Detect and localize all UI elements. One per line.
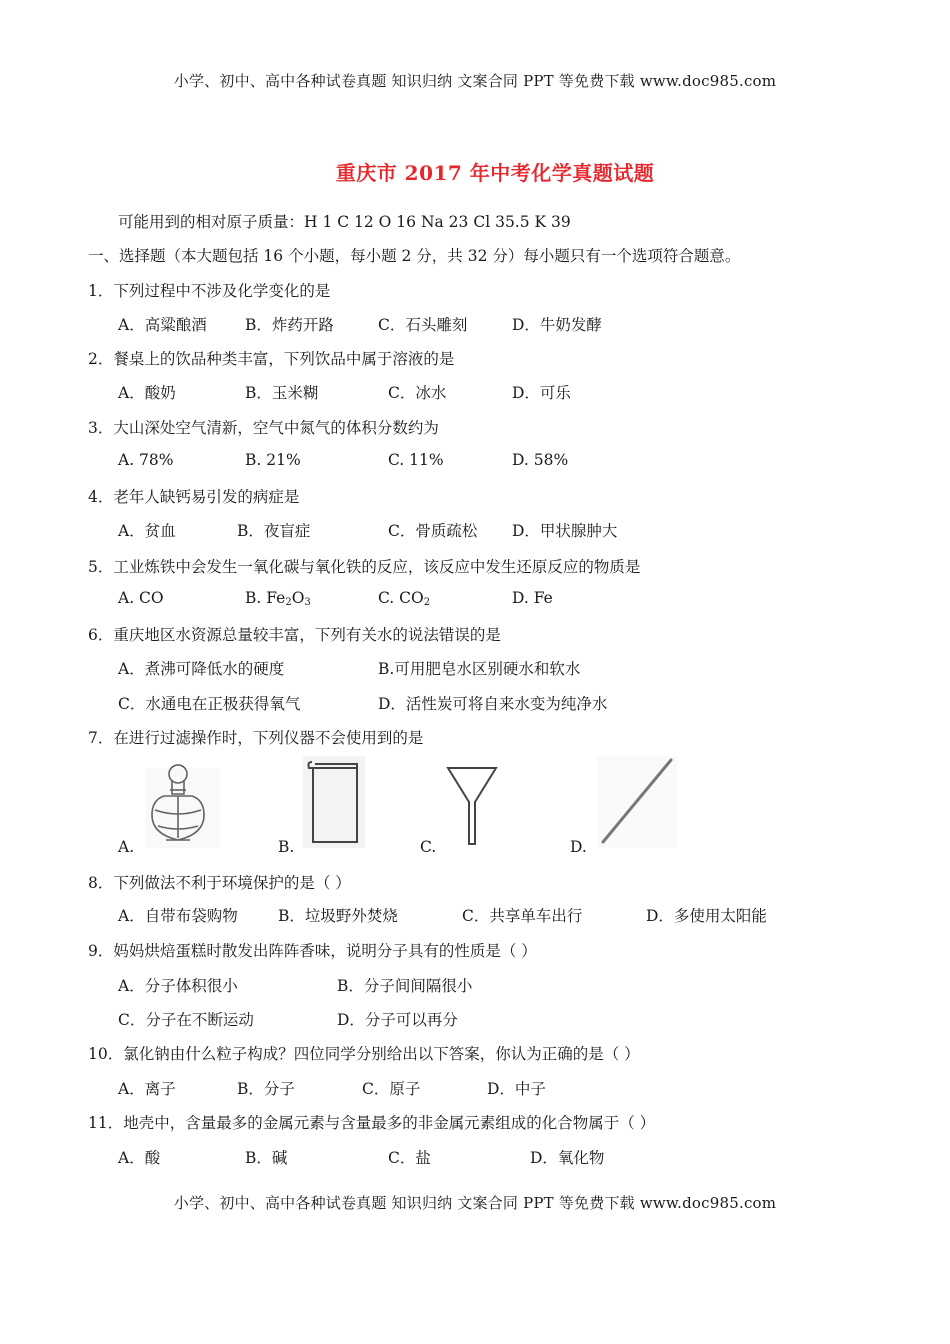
q11-option-a: A．酸 bbox=[118, 1149, 161, 1167]
question-3: 3．大山深处空气清新，空气中氮气的体积分数约为 bbox=[88, 419, 439, 437]
q6-option-d: D．活性炭可将自来水变为纯净水 bbox=[378, 695, 608, 713]
q3-option-c: C. 11% bbox=[388, 451, 444, 469]
q8-option-b: B．垃圾野外焚烧 bbox=[278, 907, 398, 925]
q5-option-b bbox=[245, 589, 311, 608]
q5-option-d: D. Fe bbox=[512, 589, 553, 607]
q5-b-pre: B. Fe bbox=[245, 589, 286, 607]
q6-option-a: A．煮沸可降低水的硬度 bbox=[118, 660, 285, 678]
q9-option-a: A．分子体积很小 bbox=[118, 977, 238, 995]
q2-option-b: B．玉米糊 bbox=[245, 384, 319, 402]
q6-option-b: B.可用肥皂水区别硬水和软水 bbox=[378, 660, 581, 678]
q8-option-d: D．多使用太阳能 bbox=[646, 907, 767, 925]
q4-option-a: A．贫血 bbox=[118, 522, 176, 540]
q3-option-b: B. 21% bbox=[245, 451, 301, 469]
q9-option-d: D．分子可以再分 bbox=[337, 1011, 458, 1029]
q7-option-c: C. bbox=[420, 838, 437, 856]
q1-option-a: A．高粱酿酒 bbox=[118, 316, 207, 334]
q10-option-b: B．分子 bbox=[237, 1080, 295, 1098]
q8-option-a: A．自带布袋购物 bbox=[118, 907, 238, 925]
q4-option-b: B．夜盲症 bbox=[237, 522, 311, 540]
page-title: 重庆市 2017 年中考化学真题试题 bbox=[335, 161, 655, 185]
question-9: 9．妈妈烘焙蛋糕时散发出阵阵香味，说明分子具有的性质是（ ） bbox=[88, 942, 537, 960]
funnel-image bbox=[446, 764, 498, 846]
q1-option-b: B．炸药开路 bbox=[245, 316, 334, 334]
q10-option-a: A．离子 bbox=[118, 1080, 176, 1098]
q5-option-a: A. CO bbox=[118, 589, 164, 607]
q4-option-c: C．骨质疏松 bbox=[388, 522, 478, 540]
q9-option-b: B．分子间间隔很小 bbox=[337, 977, 473, 995]
q10-option-c: C．原子 bbox=[362, 1080, 421, 1098]
q5-b-sub1: 2 bbox=[285, 597, 292, 608]
page-header: 小学、初中、高中各种试卷真题 知识归纳 文案合同 PPT 等免费下载 www.doc985.com bbox=[173, 72, 777, 90]
q9-option-c: C．分子在不断运动 bbox=[118, 1011, 254, 1029]
page-footer: 小学、初中、高中各种试卷真题 知识归纳 文案合同 PPT 等免费下载 www.doc985.com bbox=[173, 1194, 777, 1212]
q5-c-sub1: 2 bbox=[423, 597, 431, 608]
question-10: 10．氯化钠由什么粒子构成？四位同学分别给出以下答案，你认为正确的是（ ） bbox=[88, 1045, 640, 1063]
beaker-image bbox=[303, 756, 365, 848]
q2-option-c: C．冰水 bbox=[388, 384, 447, 402]
q5-option-c bbox=[378, 589, 430, 608]
question-5: 5．工业炼铁中会发生一氧化碳与氧化铁的反应，该反应中发生还原反应的物质是 bbox=[88, 558, 641, 576]
question-4: 4．老年人缺钙易引发的病症是 bbox=[88, 488, 300, 506]
atomic-mass-line: 可能用到的相对原子质量：H 1 C 12 O 16 Na 23 Cl 35.5 K 39 bbox=[118, 213, 571, 231]
q7-option-b: B. bbox=[278, 838, 295, 856]
q11-option-c: C．盐 bbox=[388, 1149, 431, 1167]
q1-option-d: D．牛奶发酵 bbox=[512, 316, 602, 334]
question-1: 1．下列过程中不涉及化学变化的是 bbox=[88, 282, 331, 300]
q1-option-c: C．石头雕刻 bbox=[378, 316, 468, 334]
q7-option-a: A. bbox=[118, 838, 135, 856]
question-11: 11．地壳中，含量最多的金属元素与含量最多的非金属元素组成的化合物属于（ ） bbox=[88, 1114, 656, 1132]
alcohol-lamp-image bbox=[142, 760, 222, 850]
question-7: 7．在进行过滤操作时，下列仪器不会使用到的是 bbox=[88, 729, 424, 747]
section-heading: 一、选择题（本大题包括 16 个小题，每小题 2 分，共 32 分）每小题只有一个选项符合题意。 bbox=[88, 247, 741, 265]
q7-option-d: D. bbox=[570, 838, 587, 856]
question-8: 8．下列做法不利于环境保护的是（ ） bbox=[88, 874, 351, 892]
q5-b-sub2: 3 bbox=[304, 597, 311, 608]
q8-option-c: C．共享单车出行 bbox=[462, 907, 583, 925]
q5-b-mid: O bbox=[291, 589, 305, 607]
q11-option-b: B．碱 bbox=[245, 1149, 288, 1167]
q6-option-c: C．水通电在正极获得氧气 bbox=[118, 695, 301, 713]
glass-rod-image bbox=[597, 756, 677, 848]
q2-option-d: D．可乐 bbox=[512, 384, 571, 402]
question-6: 6．重庆地区水资源总量较丰富，下列有关水的说法错误的是 bbox=[88, 626, 501, 644]
q10-option-d: D．中子 bbox=[487, 1080, 546, 1098]
q11-option-d: D．氧化物 bbox=[530, 1149, 605, 1167]
q3-option-a: A. 78% bbox=[118, 451, 174, 469]
q5-c-pre: C. CO bbox=[378, 589, 424, 607]
question-2: 2．餐桌上的饮品种类丰富，下列饮品中属于溶液的是 bbox=[88, 350, 455, 368]
q3-option-d: D. 58% bbox=[512, 451, 569, 469]
q2-option-a: A．酸奶 bbox=[118, 384, 176, 402]
q4-option-d: D．甲状腺肿大 bbox=[512, 522, 618, 540]
